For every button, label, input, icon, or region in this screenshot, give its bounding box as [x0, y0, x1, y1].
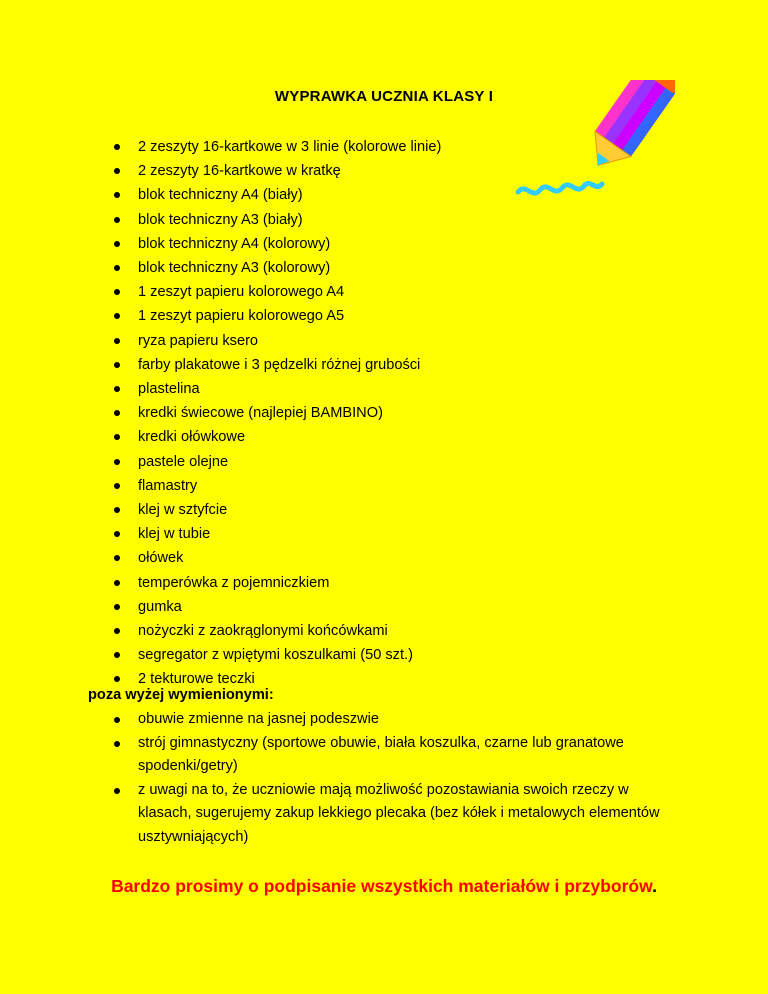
- list-item: segregator z wpiętymi koszulkami (50 szt.): [110, 643, 710, 667]
- extra-items-list: [110, 708, 680, 849]
- list-item: z uwagi na to, że uczniowie mają możliwość pozostawiania swoich rzeczy w klasach, sugerujemy zakup lekkiego plecaka (bez kółek i metalowych elementów usztywniających): [110, 779, 680, 850]
- list-item: kredki świecowe (najlepiej BAMBINO): [110, 401, 710, 425]
- list-item: gumka: [110, 595, 710, 619]
- list-item: nożyczki z zaokrąglonymi końcówkami: [110, 619, 710, 643]
- list-item: blok techniczny A3 (biały): [110, 208, 710, 232]
- footer-text: Bardzo prosimy o podpisanie wszystkich materiałów i przyborów: [111, 876, 653, 896]
- list-item: pastele olejne: [110, 450, 710, 474]
- list-item: 2 tekturowe teczki: [110, 667, 710, 691]
- list-item: kredki ołówkowe: [110, 425, 710, 449]
- list-item: flamastry: [110, 474, 710, 498]
- list-item: 1 zeszyt papieru kolorowego A5: [110, 304, 710, 328]
- list-item: blok techniczny A4 (biały): [110, 183, 710, 207]
- list-item: 1 zeszyt papieru kolorowego A4: [110, 280, 710, 304]
- list-item: ołówek: [110, 546, 710, 570]
- list-item: blok techniczny A3 (kolorowy): [110, 256, 710, 280]
- footer-note: [0, 876, 768, 897]
- list-item: blok techniczny A4 (kolorowy): [110, 232, 710, 256]
- list-item: 2 zeszyty 16-kartkowe w kratkę: [110, 159, 710, 183]
- section-subheading: poza wyżej wymienionymi:: [88, 687, 274, 703]
- list-item: klej w tubie: [110, 522, 710, 546]
- page-title: WYPRAWKA UCZNIA KLASY I: [274, 88, 494, 105]
- list-item: 2 zeszyty 16-kartkowe w 3 linie (kolorowe linie): [110, 135, 710, 159]
- footer-period: .: [652, 876, 657, 896]
- list-item: klej w sztyfcie: [110, 498, 710, 522]
- list-item: strój gimnastyczny (sportowe obuwie, biała koszulka, czarne lub granatowe spodenki/getry): [110, 732, 680, 779]
- list-item: ryza papieru ksero: [110, 329, 710, 353]
- list-item: obuwie zmienne na jasnej podeszwie: [110, 708, 680, 732]
- list-item: temperówka z pojemniczkiem: [110, 571, 710, 595]
- list-item: plastelina: [110, 377, 710, 401]
- supplies-list: [110, 135, 710, 692]
- list-item: farby plakatowe i 3 pędzelki różnej grubości: [110, 353, 710, 377]
